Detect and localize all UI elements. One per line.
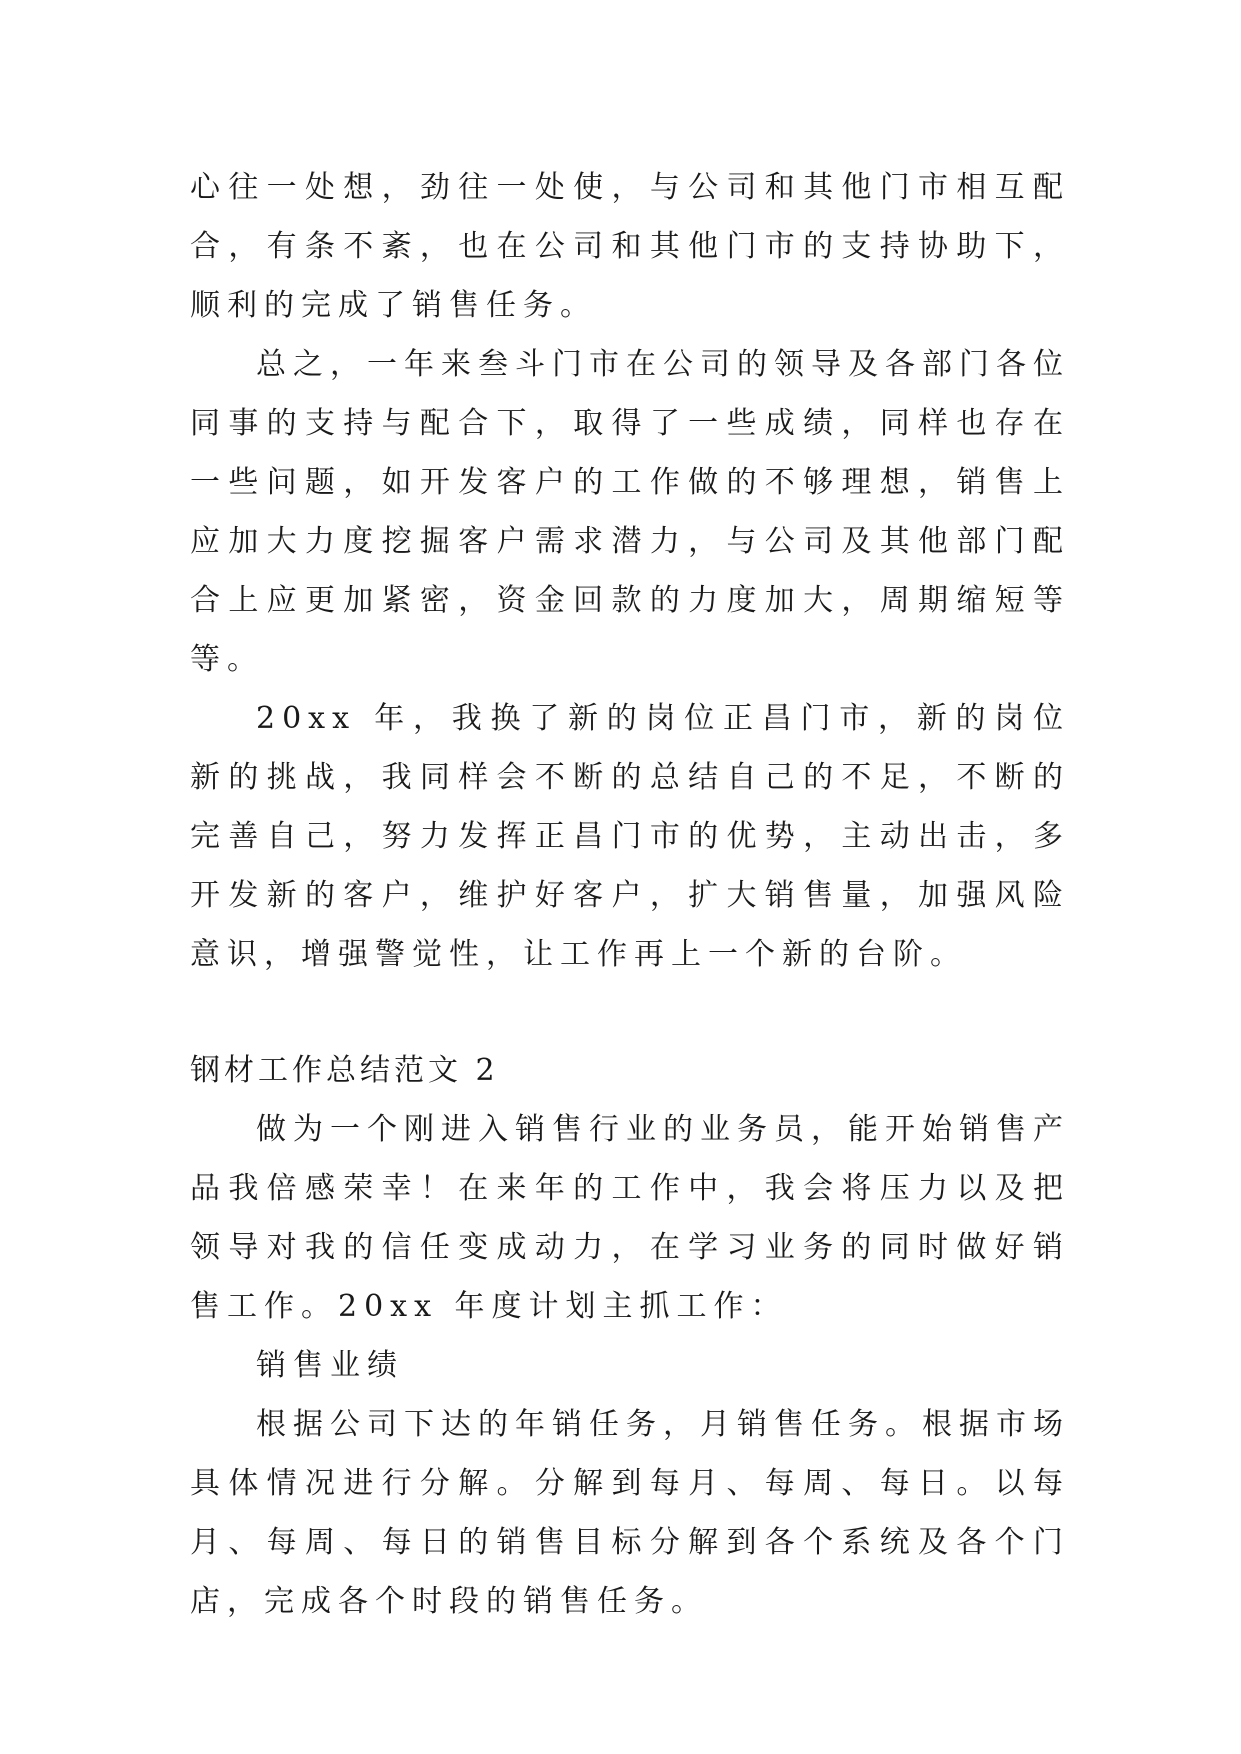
paragraph-sales-tasks: 根据公司下达的年销任务，月销售任务。根据市场具体情况进行分解。分解到每月、每周、每日。以每月、每周、每日的销售目标分解到各个系统及各个门店，完成各个时段的销售任务。 bbox=[190, 1407, 1070, 1619]
subheading-sales-performance: 销售业绩 bbox=[256, 1348, 404, 1383]
paragraph-continuation: 心往一处想，劲往一处使，与公司和其他门市相互配合，有条不紊，也在公司和其他门市的支持协助下，顺利的完成了销售任务。 bbox=[190, 170, 1070, 323]
paragraph-summary: 总之，一年来叁斗门市在公司的领导及各部门各位同事的支持与配合下，取得了一些成绩，同样也存在一些问题，如开发客户的工作做的不够理想，销售上应加大力度挖掘客户需求潜力，与公司及其他部门配合上应更加紧密，资金回款的力度加大，周期缩短等等。 bbox=[190, 347, 1070, 677]
section-title: 钢材工作总结范文 2 bbox=[190, 1053, 499, 1088]
paragraph-intro: 做为一个刚进入销售行业的业务员，能开始销售产品我倍感荣幸！在来年的工作中，我会将压力以及把领导对我的信任变成动力，在学习业务的同时做好销售工作。20xx 年度计划主抓工作： bbox=[190, 1112, 1070, 1324]
paragraph-new-position: 20xx 年，我换了新的岗位正昌门市，新的岗位新的挑战，我同样会不断的总结自己的不足，不断的完善自己，努力发挥正昌门市的优势，主动出击，多开发新的客户，维护好客户，扩大销售量，加强风险意识，增强警觉性，让工作再上一个新的台阶。 bbox=[190, 701, 1070, 972]
document-body bbox=[190, 158, 1070, 1631]
